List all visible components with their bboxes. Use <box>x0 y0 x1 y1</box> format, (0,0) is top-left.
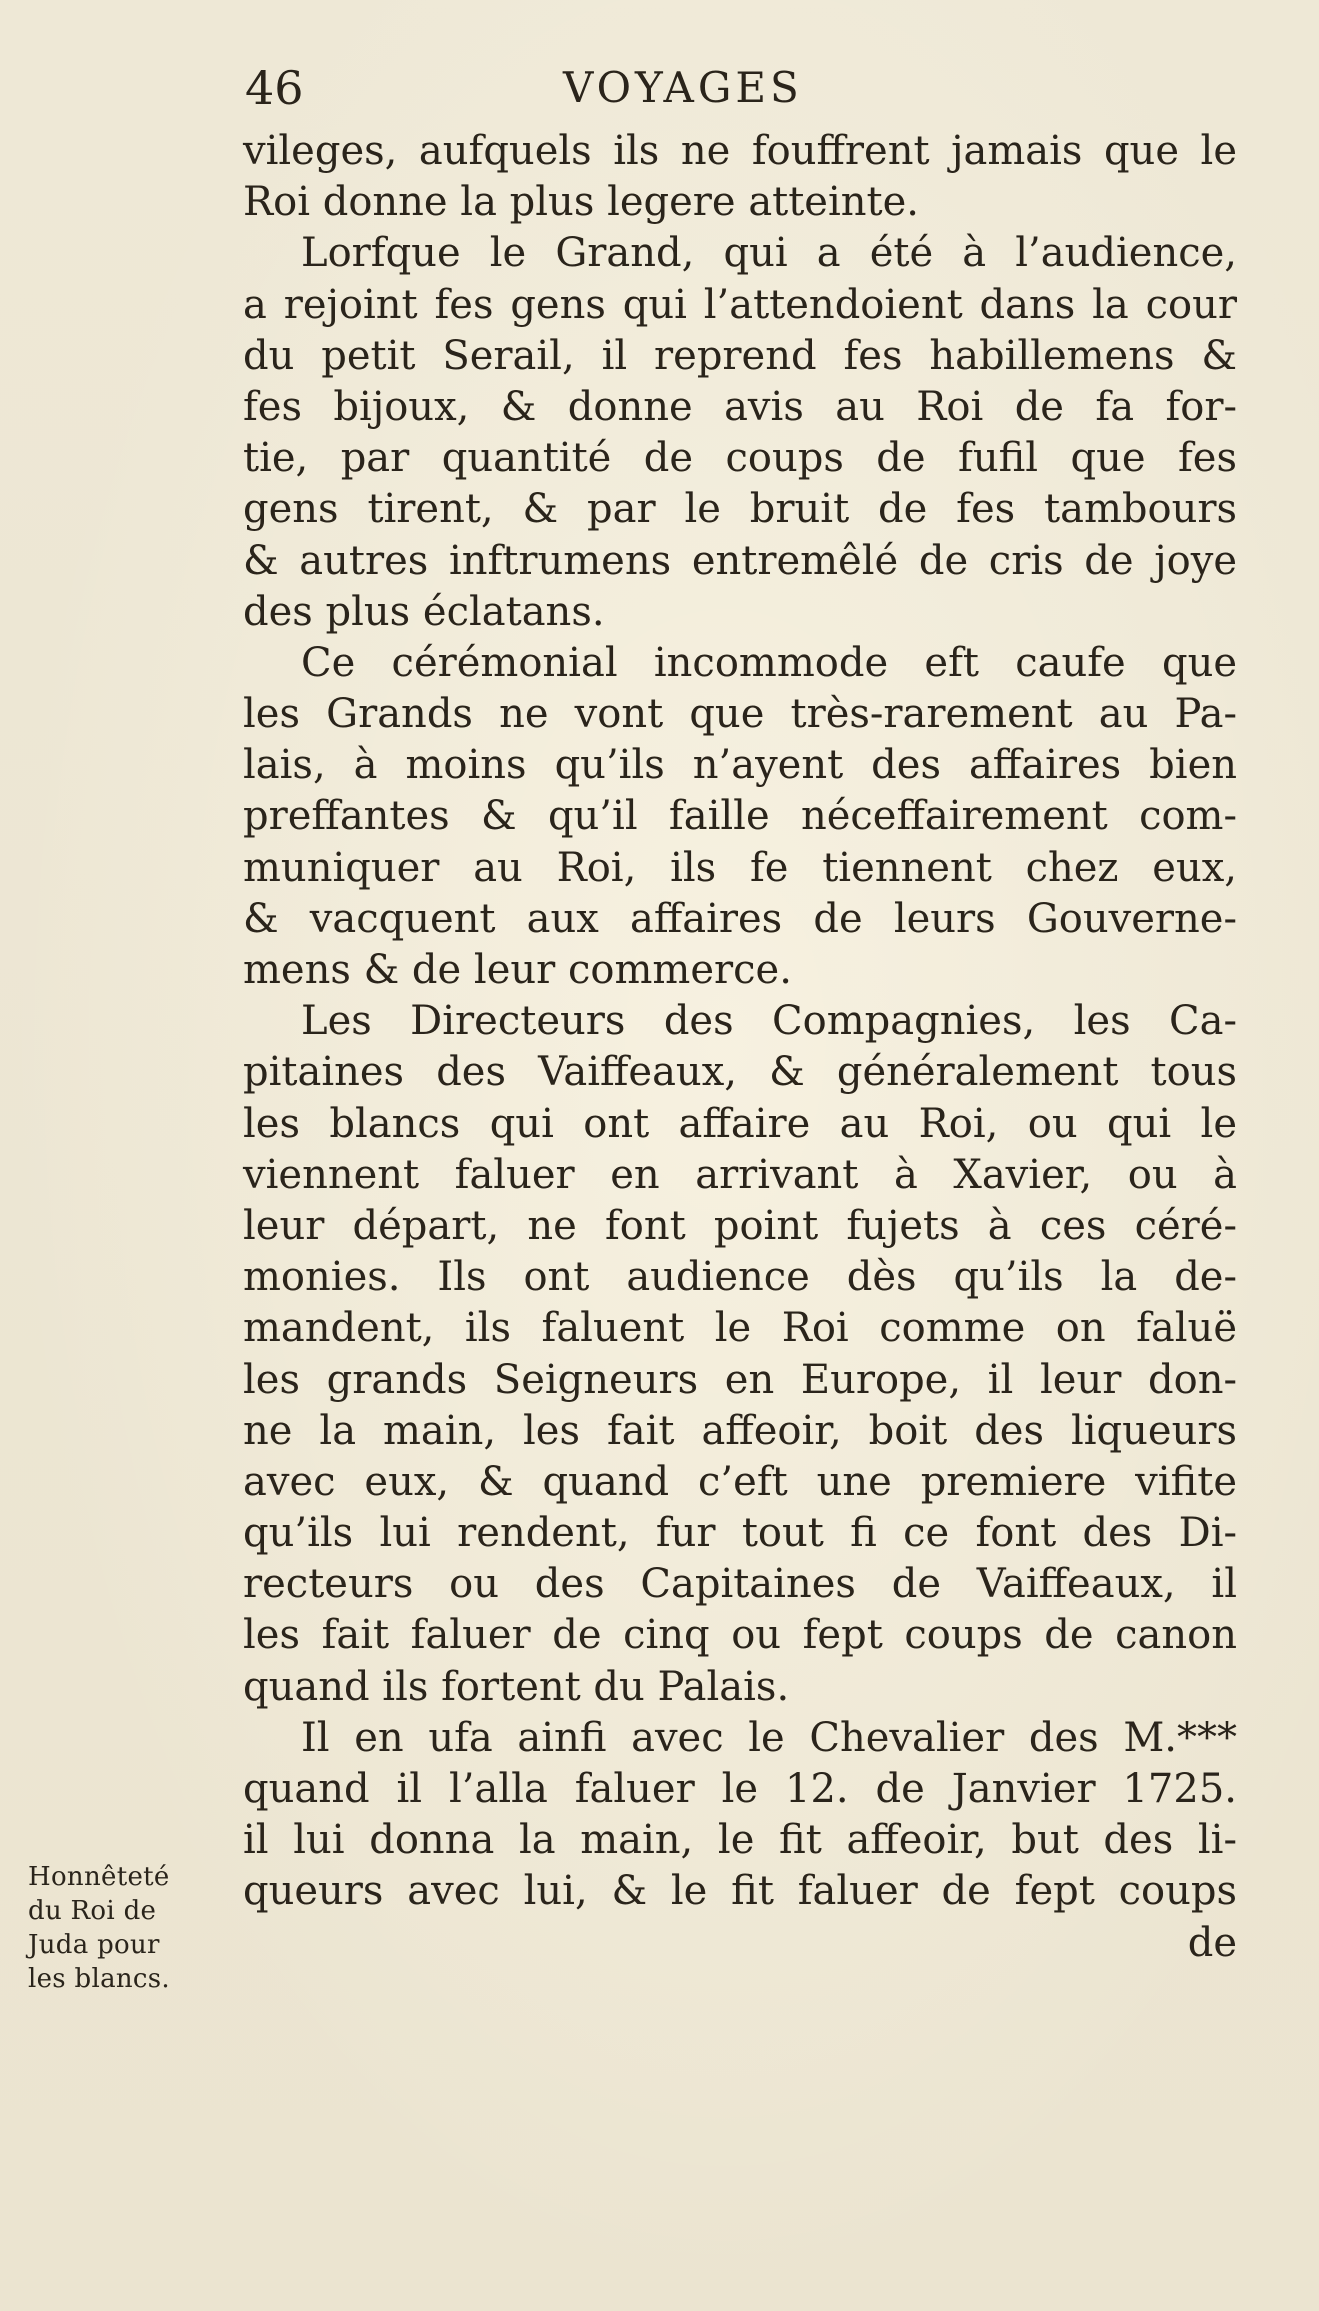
text-line-content: pitaines des Vaiffeaux, & généralement tous <box>243 1049 1237 1096</box>
text-line <box>243 1201 1237 1252</box>
text-line <box>243 1866 1237 1917</box>
text-line <box>243 945 1237 996</box>
text-line <box>243 1252 1237 1303</box>
text-line <box>243 1662 1237 1713</box>
text-line-content: queurs avec lui, & le fit faluer de fept coups <box>243 1868 1237 1915</box>
page-number: 46 <box>245 61 304 115</box>
page-header <box>245 58 985 118</box>
text-line <box>243 1303 1237 1354</box>
text-line-content: a rejoint fes gens qui l’attendoient dans la cour <box>243 281 1237 328</box>
text-line-content: mandent, ils faluent le Roi comme on faluë <box>243 1305 1237 1352</box>
text-line-content: muniquer au Roi, ils fe tiennent chez eux, <box>243 844 1237 891</box>
text-line <box>243 1610 1237 1661</box>
text-line <box>243 894 1237 945</box>
margin-note-line: les blancs. <box>28 1964 170 1994</box>
text-line <box>243 228 1237 279</box>
text-line <box>243 1508 1237 1559</box>
text-line-content: tie, par quantité de coups de fufil que fes <box>243 435 1237 482</box>
text-line-content: qu’ils lui rendent, fur tout fi ce font des Di- <box>243 1510 1237 1557</box>
text-line-content: Les Directeurs des Compagnies, les Ca- <box>301 998 1237 1045</box>
text-line <box>243 791 1237 842</box>
text-line <box>243 331 1237 382</box>
text-line-content: quand il l’alla faluer le 12. de Janvier 1725. <box>243 1766 1237 1812</box>
text-line-content: avec eux, & quand c’eft une premiere vifite <box>243 1458 1237 1505</box>
text-line-content: preffantes & qu’il faille néceffairement com- <box>243 793 1237 840</box>
text-line-content: gens tirent, & par le bruit de fes tambours <box>243 486 1237 533</box>
text-line <box>243 1918 1237 1969</box>
text-line-content: Lorfque le Grand, qui a été à l’audience, <box>301 230 1237 277</box>
text-line <box>243 1355 1237 1406</box>
text-line-content: leur départ, ne font point fujets à ces céré- <box>243 1202 1237 1249</box>
text-line-content: des plus éclatans. <box>243 588 605 635</box>
text-line-content: Roi donne la plus legere atteinte. <box>243 179 919 226</box>
text-line-content: quand ils fortent du Palais. <box>243 1663 790 1710</box>
running-title: VOYAGES <box>563 63 803 112</box>
text-line <box>243 126 1237 177</box>
text-line <box>243 1815 1237 1866</box>
text-line-content: & vacquent aux affaires de leurs Gouverne- <box>243 895 1237 942</box>
text-line-content: fes bijoux, & donne avis au Roi de fa for- <box>243 383 1237 430</box>
text-line-content: vileges, aufquels ils ne fouffrent jamais que le <box>243 128 1237 174</box>
text-line <box>243 1406 1237 1457</box>
text-line-content: Il en ufa ainfi avec le Chevalier des M.*** <box>301 1714 1237 1761</box>
text-line <box>243 1457 1237 1508</box>
text-line <box>243 996 1237 1047</box>
text-line <box>243 587 1237 638</box>
text-line-content: mens & de leur commerce. <box>243 947 792 993</box>
text-line <box>243 484 1237 535</box>
text-line <box>243 740 1237 791</box>
text-line-content: les Grands ne vont que très-rarement au Pa- <box>243 691 1237 738</box>
text-line-content: il lui donna la main, le fit affeoir, but des li- <box>243 1817 1237 1864</box>
text-line <box>243 433 1237 484</box>
text-line <box>243 1559 1237 1610</box>
text-line <box>243 1099 1237 1150</box>
text-line <box>243 638 1237 689</box>
margin-note <box>28 1860 238 1996</box>
text-line-content: de <box>1187 1919 1237 1966</box>
body-text <box>243 126 1237 1969</box>
text-line-content: ne la main, les fait affeoir, boit des liqueurs <box>243 1407 1237 1454</box>
text-line-content: du petit Serail, il reprend fes habillemens & <box>243 332 1237 379</box>
text-line-content: les fait faluer de cinq ou fept coups de canon <box>243 1612 1237 1659</box>
text-line-content: lais, à moins qu’ils n’ayent des affaires bien <box>243 742 1237 789</box>
text-line <box>243 1713 1237 1764</box>
text-line-content: les blancs qui ont affaire au Roi, ou qui le <box>243 1100 1237 1147</box>
margin-note-line: Honnêteté <box>28 1862 170 1892</box>
text-line-content: viennent faluer en arrivant à Xavier, ou à <box>243 1151 1237 1198</box>
text-line-content: les grands Seigneurs en Europe, il leur don- <box>243 1356 1237 1403</box>
text-line <box>243 689 1237 740</box>
text-line <box>243 1764 1237 1815</box>
margin-note-line: Juda pour <box>28 1930 160 1960</box>
text-line <box>243 1150 1237 1201</box>
text-line-content: monies. Ils ont audience dès qu’ils la de- <box>243 1254 1237 1301</box>
text-line <box>243 1047 1237 1098</box>
text-line-content: & autres inftrumens entremêlé de cris de joye <box>243 537 1237 584</box>
text-line-content: recteurs ou des Capitaines de Vaiffeaux, il <box>243 1561 1237 1608</box>
text-line <box>243 382 1237 433</box>
text-line <box>243 843 1237 894</box>
margin-note-line: du Roi de <box>28 1896 157 1926</box>
text-line <box>243 177 1237 228</box>
text-line <box>243 280 1237 331</box>
text-line-content: Ce cérémonial incommode eft caufe que <box>301 639 1237 686</box>
text-line <box>243 536 1237 587</box>
